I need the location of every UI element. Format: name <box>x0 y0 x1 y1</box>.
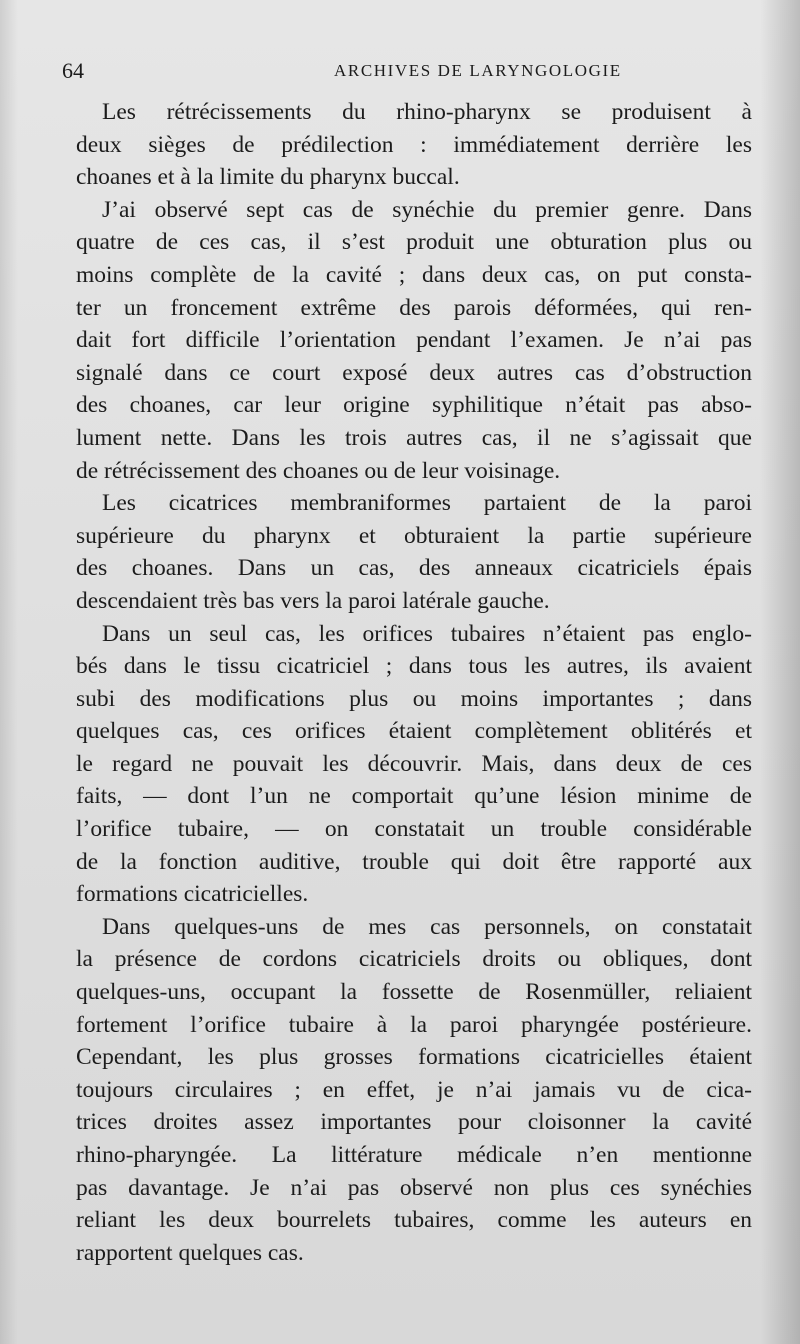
text-line: deux sièges de prédilection : immédiatement derrière les <box>76 131 752 158</box>
paragraph-3 <box>76 487 752 617</box>
text-line: pas davantage. Je n’ai pas observé non plus ces synéchies <box>76 1174 752 1201</box>
text-line: formations cicatricielles. <box>76 881 309 908</box>
paragraph-4 <box>76 618 752 911</box>
text-line: rapportent quelques cas. <box>76 1239 304 1266</box>
paragraph-5 <box>76 911 752 1270</box>
text-line: quatre de ces cas, il s’est produit une obturation plus ou <box>76 229 752 256</box>
text-line: de la fonction auditive, trouble qui doit être rapporté aux <box>76 848 752 875</box>
text-line: rhino-pharyngée. La littérature médicale n’en mentionne <box>76 1142 752 1168</box>
text-line: de rétrécissement des choanes ou de leur voisinage. <box>76 457 561 484</box>
text-line: quelques-uns, occupant la fossette de Rosenmüller, reliaient <box>76 979 752 1006</box>
text-line: ter un froncement extrême des parois déformées, qui ren- <box>76 294 752 321</box>
text-line: le regard ne pouvait les découvrir. Mais, dans deux de ces <box>76 750 752 777</box>
text-line: quelques cas, ces orifices étaient complètement oblitérés et <box>76 718 752 745</box>
text-line: des choanes. Dans un cas, des anneaux cicatriciels épais <box>76 555 752 582</box>
text-line: Les cicatrices membraniformes partaient de la paroi <box>102 490 752 517</box>
running-head: ARCHIVES DE LARYNGOLOGIE <box>334 61 622 80</box>
text-line: supérieure du pharynx et obturaient la partie supérieure <box>76 522 752 549</box>
text-line: trices droites assez importantes pour cloisonner la cavité <box>76 1109 752 1136</box>
text-line: Dans quelques-uns de mes cas personnels, on constatait <box>102 913 752 940</box>
text-line: fortement l’orifice tubaire à la paroi pharyngée postérieure. <box>76 1011 752 1038</box>
text-line: reliant les deux bourrelets tubaires, comme les auteurs en <box>76 1207 752 1234</box>
text-line: lument nette. Dans les trois autres cas, il ne s’agissait que <box>76 424 752 451</box>
text-line: Cependant, les plus grosses formations cicatricielles étaient <box>76 1044 752 1071</box>
paragraph-2 <box>76 194 752 487</box>
page-header <box>62 58 752 84</box>
text-line: des choanes, car leur origine syphilitique n’était pas abso- <box>76 392 752 419</box>
text-line: choanes et à la limite du pharynx buccal. <box>76 164 460 191</box>
text-line: la présence de cordons cicatriciels droits ou obliques, dont <box>76 946 752 973</box>
text-line: descendaient très bas vers la paroi latérale gauche. <box>76 587 550 614</box>
text-line: signalé dans ce court exposé deux autres cas d’obstruction <box>76 359 752 386</box>
text-line: Dans un seul cas, les orifices tubaires n’étaient pas englo- <box>102 620 752 647</box>
text-line: l’orifice tubaire, — on constatait un trouble considérable <box>76 816 752 843</box>
page-number: 64 <box>62 58 84 83</box>
paragraph-1 <box>76 96 752 194</box>
text-line: dait fort difficile l’orientation pendant l’examen. Je n’ai pas <box>76 327 752 354</box>
body-text <box>76 96 752 1269</box>
text-line: J’ai observé sept cas de synéchie du premier genre. Dans <box>102 196 752 223</box>
text-line: bés dans le tissu cicatriciel ; dans tous les autres, ils avaient <box>76 653 752 680</box>
text-line: subi des modifications plus ou moins importantes ; dans <box>76 685 752 712</box>
text-line: toujours circulaires ; en effet, je n’ai jamais vu de cica- <box>76 1076 752 1103</box>
text-line: Les rétrécissements du rhino-pharynx se produisent à <box>102 99 752 125</box>
text-line: faits, — dont l’un ne comportait qu’une lésion minime de <box>76 783 752 810</box>
text-line: moins complète de la cavité ; dans deux cas, on put consta- <box>76 261 752 288</box>
